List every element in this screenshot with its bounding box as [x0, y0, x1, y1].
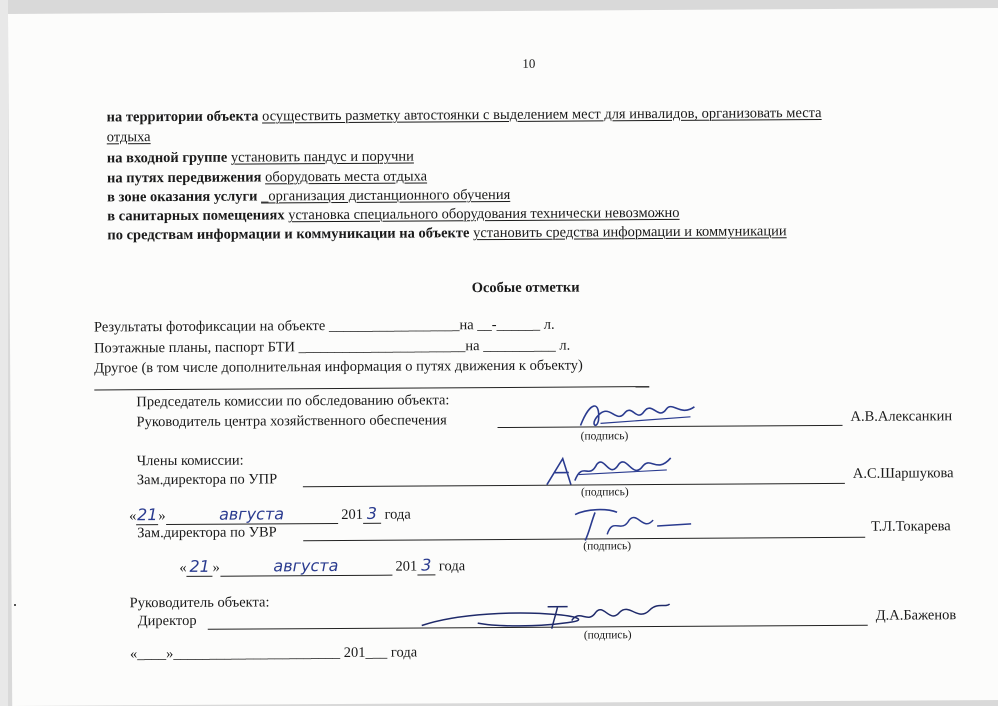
- measure-label: на путях передвижения: [106, 169, 262, 187]
- head-title: Руководитель объекта:: [129, 594, 270, 612]
- scan-edge: [0, 0, 8, 706]
- date-day: 21: [137, 505, 158, 525]
- measure-row: [107, 187, 510, 206]
- chair-role: Руководитель центра хозяйственного обеспечения: [136, 412, 447, 431]
- members-title: Члены комиссии:: [136, 452, 244, 470]
- member2-name: Т.Л.Токарева: [871, 518, 951, 535]
- measure-row: [107, 105, 822, 126]
- page-number: 10: [522, 55, 536, 71]
- member2-signature: [567, 504, 697, 545]
- member1-name: А.С.Шаршукова: [852, 465, 954, 482]
- other-info-underline: [94, 386, 649, 390]
- chair-title: Председатель комиссии по обследованию объекта:: [136, 392, 450, 411]
- measure-row: [107, 223, 786, 244]
- member1-role: Зам.директора по УПР: [136, 471, 278, 489]
- measure-value: установить пандус и поручни: [230, 148, 414, 166]
- photo-results-line: Результаты фотофиксации на объекте __________________на __-______ л.: [93, 316, 555, 336]
- signature-caption: (подпись): [580, 486, 629, 499]
- date-month: августа: [166, 504, 338, 525]
- other-info-line: Другое (в том числе дополнительная информация о путях движения к объекту): [94, 357, 583, 377]
- member2-role: Зам.директора по УВР: [137, 524, 277, 542]
- scan-speck: [14, 604, 16, 606]
- measure-label: на входной группе: [106, 149, 228, 167]
- measure-value: установить средства информации и коммуникации: [473, 223, 787, 242]
- chair-name: А.В.Алексанкин: [850, 408, 953, 425]
- document-page: [8, 8, 998, 706]
- measure-value: _организация дистанционного обучения: [261, 186, 511, 205]
- measure-label: в зоне оказания услуги: [107, 188, 258, 206]
- date-day: 21: [187, 557, 213, 577]
- head-role: Директор: [137, 612, 197, 630]
- member1-date: «21» августа 201 3 года: [129, 503, 411, 525]
- date-year-digit: 3: [417, 555, 435, 575]
- measure-value: отдыха: [106, 129, 151, 146]
- measure-label: по средствам информации и коммуникации на объекте: [107, 225, 470, 244]
- signature-caption: (подпись): [583, 629, 632, 642]
- measure-label: на территории объекта: [106, 108, 259, 126]
- signature-caption: (подпись): [580, 430, 629, 443]
- floor-plans-line: Поэтажные планы, паспорт БТИ _______________________на __________ л.: [93, 337, 571, 357]
- date-year-digit: 3: [363, 504, 381, 524]
- signature-caption: (подпись): [583, 540, 632, 553]
- member2-date: « 21 » августа 201 3 года: [179, 555, 466, 576]
- measure-value: осуществить разметку автостоянки с выделением мест для инвалидов, организовать места: [262, 105, 822, 125]
- measure-row: [107, 149, 414, 168]
- head-name: Д.А.Баженов: [875, 607, 957, 624]
- measure-row: [107, 168, 427, 187]
- chair-signature: [570, 395, 700, 436]
- head-date: «____»_______________________ 201___ года: [129, 644, 418, 663]
- member1-signature: [539, 450, 679, 491]
- measure-label: в санитарных помещениях: [107, 207, 285, 225]
- section-title: Особые отметки: [471, 279, 580, 297]
- measure-value: установка специального оборудования технически невозможно: [288, 204, 680, 224]
- head-signature: [418, 598, 678, 636]
- measure-value: оборудовать места отдыха: [265, 168, 428, 186]
- date-month: августа: [220, 556, 392, 577]
- measure-row: [107, 205, 679, 225]
- measure-row: [107, 129, 151, 146]
